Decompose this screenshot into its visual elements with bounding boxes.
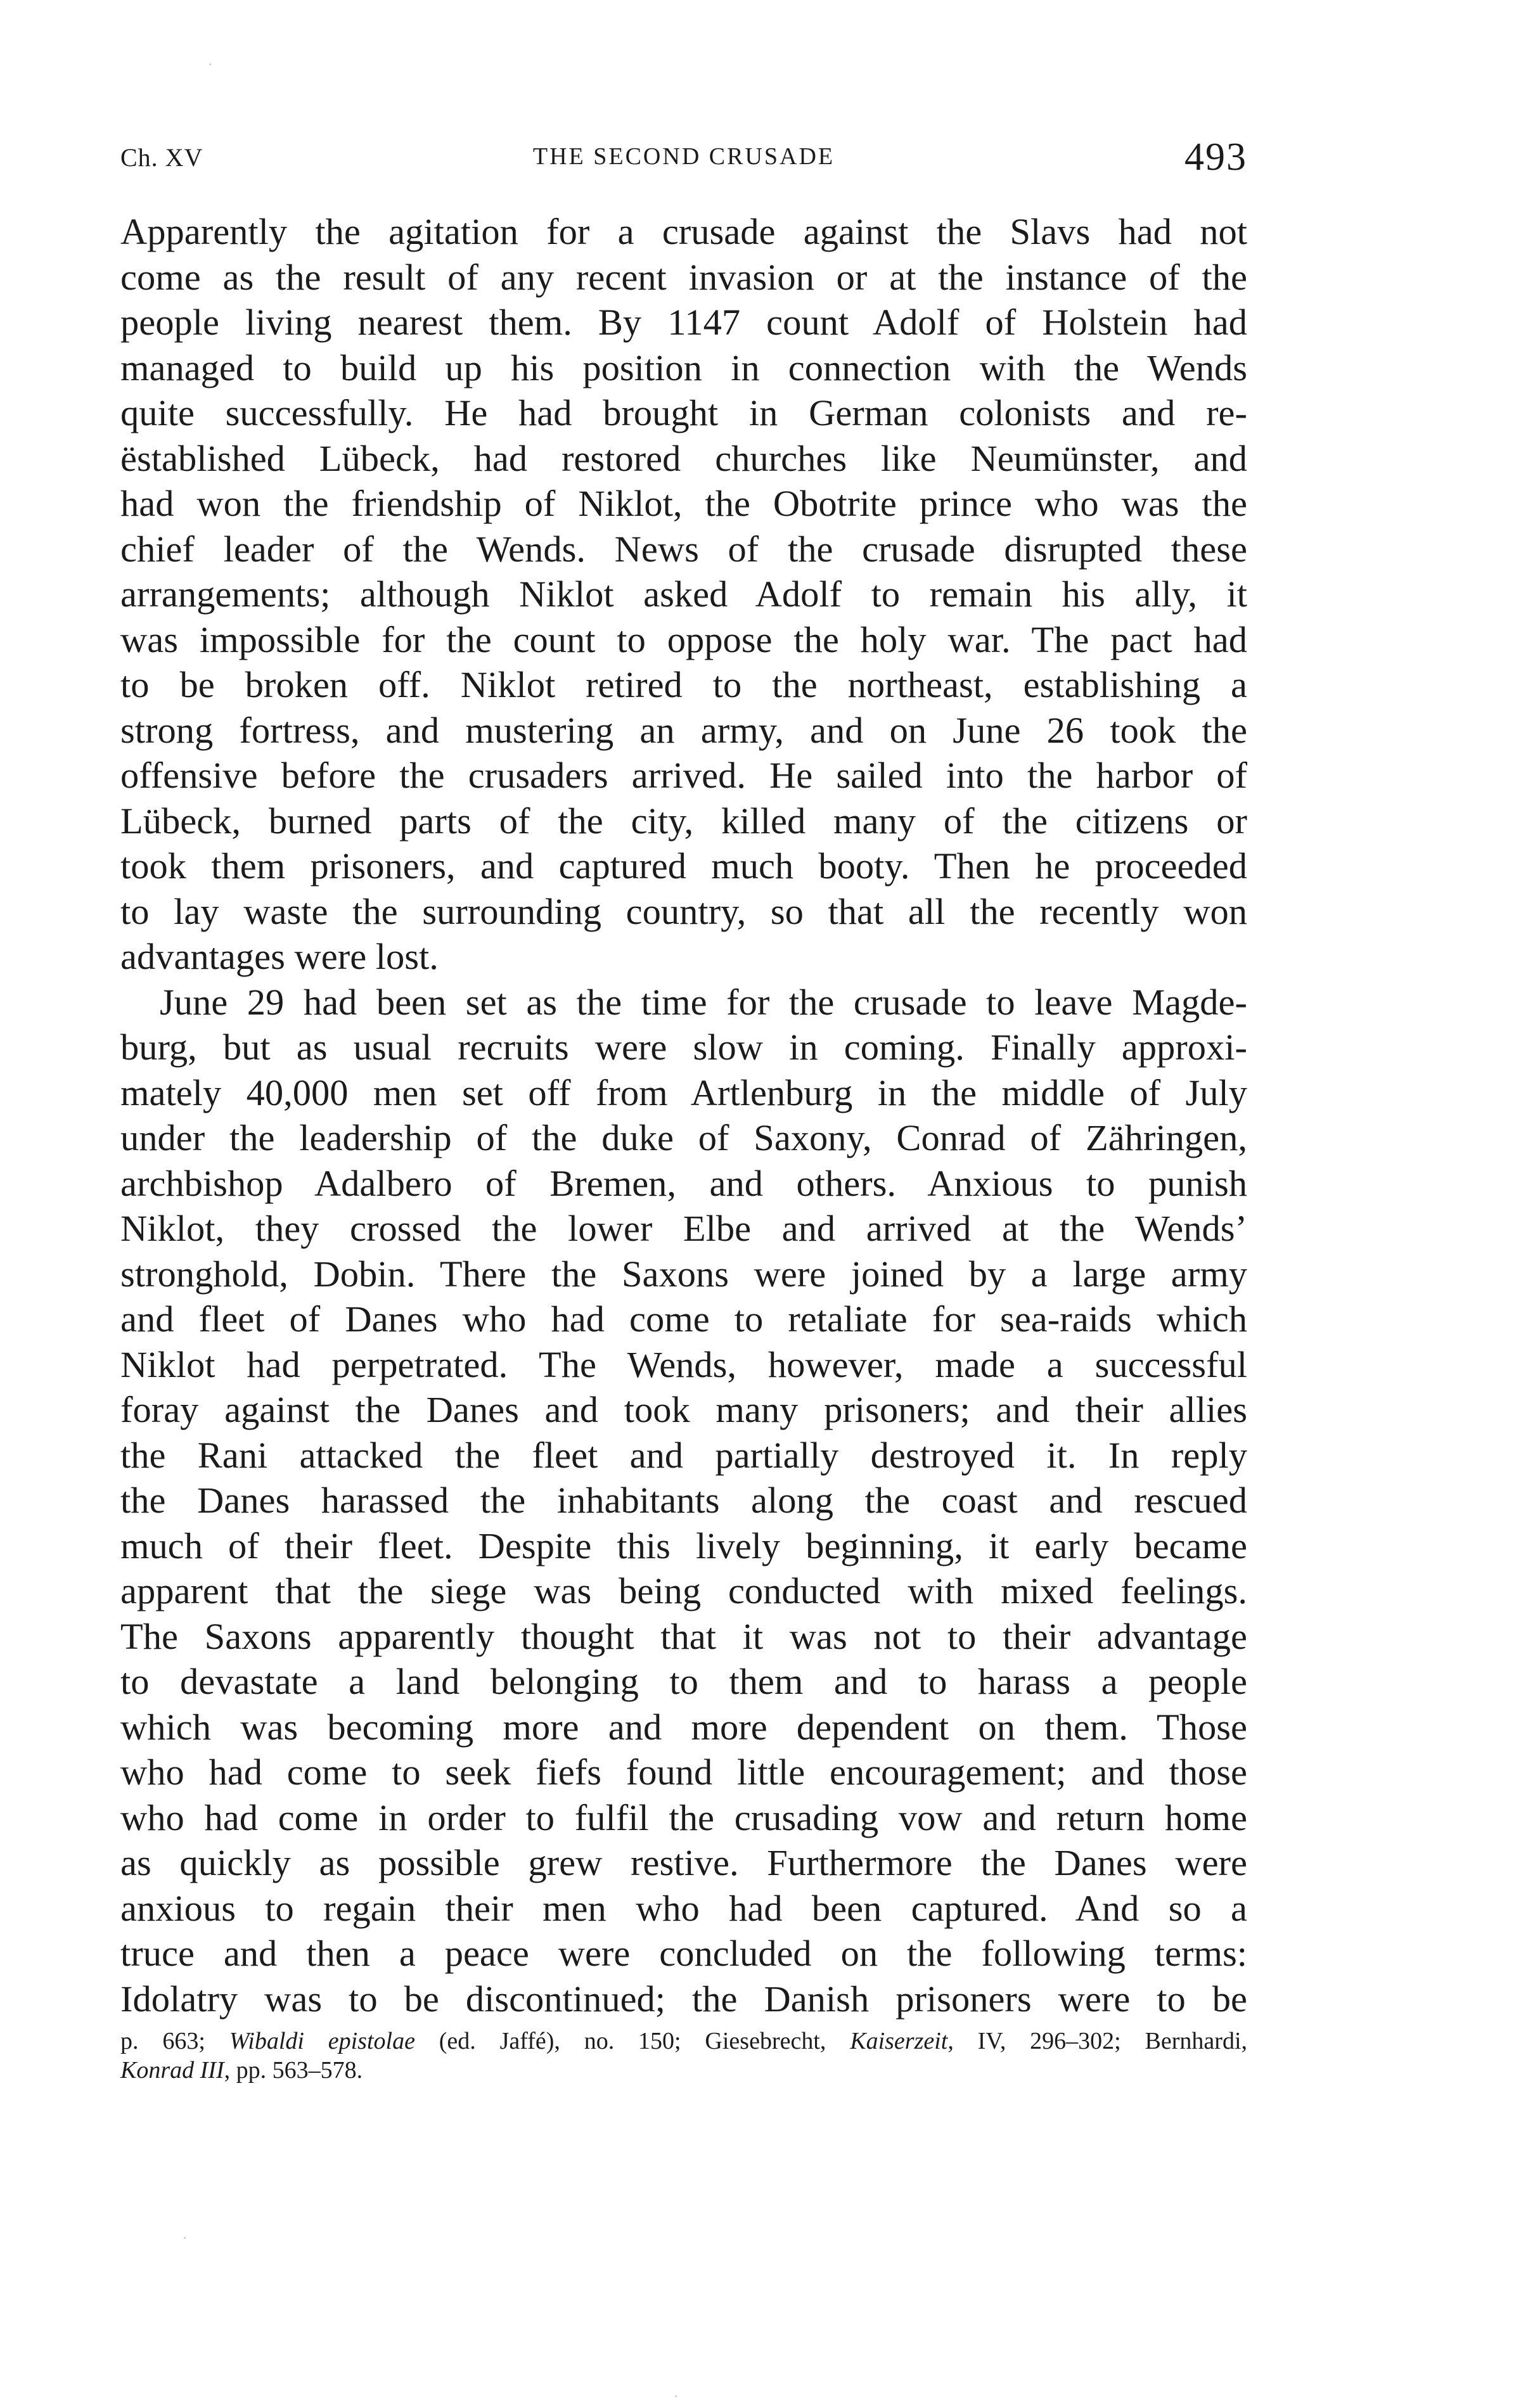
text-line: was impossible for the count to oppose the holy war. The pact had: [120, 618, 1247, 660]
text-line: foray against the Danes and took many prisoners; and their allies: [120, 1389, 1247, 1430]
text-line: had won the friendship of Niklot, the Obotrite prince who was the: [120, 483, 1247, 524]
paragraph-end-line: advantages were lost.: [120, 936, 439, 977]
text-line: mately 40,000 men set off from Artlenburg in the middle of July: [120, 1072, 1247, 1113]
paper-speck: [675, 2395, 677, 2397]
text-line: stronghold, Dobin. There the Saxons were joined by a large army: [120, 1253, 1247, 1295]
footnote-text: , IV, 296–302; Bernhardi,: [947, 2028, 1248, 2054]
footnote-text: , pp. 563–578.: [224, 2057, 363, 2084]
text-line: apparent that the siege was being conducted with mixed feelings.: [120, 1570, 1247, 1611]
text-line: who had come in order to fulfil the crusading vow and return home: [120, 1796, 1247, 1838]
text-line: and fleet of Danes who had come to retaliate for sea-raids which: [120, 1298, 1247, 1340]
text-line: strong fortress, and mustering an army, and on June 26 took the: [120, 709, 1247, 751]
text-line: arrangements; although Niklot asked Adolf to remain his ally, it: [120, 573, 1247, 615]
page-number: 493: [1184, 136, 1247, 179]
text-line: archbishop Adalbero of Bremen, and others. Anxious to punish: [120, 1162, 1247, 1204]
text-line: Idolatry was to be discontinued; the Danish prisoners were to be: [120, 1978, 1247, 2020]
text-line: as quickly as possible grew restive. Furthermore the Danes were: [120, 1842, 1247, 1883]
text-line: who had come to seek fiefs found little encouragement; and those: [120, 1752, 1247, 1793]
text-line: Apparently the agitation for a crusade against the Slavs had not: [120, 211, 1247, 252]
text-line: to lay waste the surrounding country, so that all the recently won: [120, 890, 1247, 932]
text-line: the Danes harassed the inhabitants along the coast and rescued: [120, 1480, 1247, 1521]
footnote-italic-title: Wibaldi epistolae: [229, 2028, 415, 2054]
text-line: to devastate a land belonging to them and to harass a people: [120, 1661, 1247, 1702]
text-line: much of their fleet. Despite this lively beginning, it early became: [120, 1525, 1247, 1566]
text-line: managed to build up his position in connection with the Wends: [120, 347, 1247, 388]
footnote-italic-title: Konrad III: [120, 2057, 224, 2084]
text-line: which was becoming more and more dependent on them. Those: [120, 1706, 1247, 1748]
text-line: took them prisoners, and captured much booty. Then he proceeded: [120, 845, 1247, 887]
running-title: THE SECOND CRUSADE: [532, 143, 835, 170]
text-line: ëstablished Lübeck, had restored churches like Neumünster, and: [120, 437, 1247, 479]
text-line: people living nearest them. By 1147 count Adolf of Holstein had: [120, 302, 1247, 343]
text-line: Niklot had perpetrated. The Wends, however, made a successful: [120, 1343, 1247, 1385]
footnote-block: [120, 2027, 1247, 2085]
text-line: offensive before the crusaders arrived. He sailed into the harbor of: [120, 755, 1247, 796]
text-line: to be broken off. Niklot retired to the northeast, establishing a: [120, 664, 1247, 705]
footnote-line: [120, 2027, 1247, 2056]
text-line: Lübeck, burned parts of the city, killed many of the citizens or: [120, 800, 1247, 842]
running-head: [120, 130, 1247, 187]
text-line: come as the result of any recent invasion or at the instance of the: [120, 256, 1247, 298]
paper-speck: [184, 2237, 186, 2239]
text-line: Niklot, they crossed the lower Elbe and arrived at the Wends’: [120, 1208, 1247, 1249]
text-line: under the leadership of the duke of Saxony, Conrad of Zähringen,: [120, 1117, 1247, 1158]
text-line: the Rani attacked the fleet and partially destroyed it. In reply: [120, 1434, 1247, 1476]
footnote-italic-title: Kaiserzeit: [850, 2028, 948, 2054]
footnote-text: (ed. Jaffé), no. 150; Giesebrecht,: [414, 2028, 850, 2054]
text-line: anxious to regain their men who had been captured. And so a: [120, 1887, 1247, 1929]
text-line: truce and then a peace were concluded on the following terms:: [120, 1933, 1247, 1974]
text-line: The Saxons apparently thought that it was not to their advantage: [120, 1615, 1247, 1657]
footnote-line: [120, 2056, 1247, 2085]
text-line: burg, but as usual recruits were slow in coming. Finally approxi-: [120, 1027, 1247, 1068]
text-line: quite successfully. He had brought in German colonists and re-: [120, 392, 1247, 433]
text-line: chief leader of the Wends. News of the crusade disrupted these: [120, 528, 1247, 570]
footnote-text: p. 663;: [120, 2028, 229, 2054]
paper-speck: [209, 63, 211, 65]
chapter-label: Ch. XV: [120, 143, 203, 172]
paragraph-start-line: June 29 had been set as the time for the crusade to leave Magde-: [160, 981, 1247, 1023]
body-text: [120, 209, 1247, 2021]
